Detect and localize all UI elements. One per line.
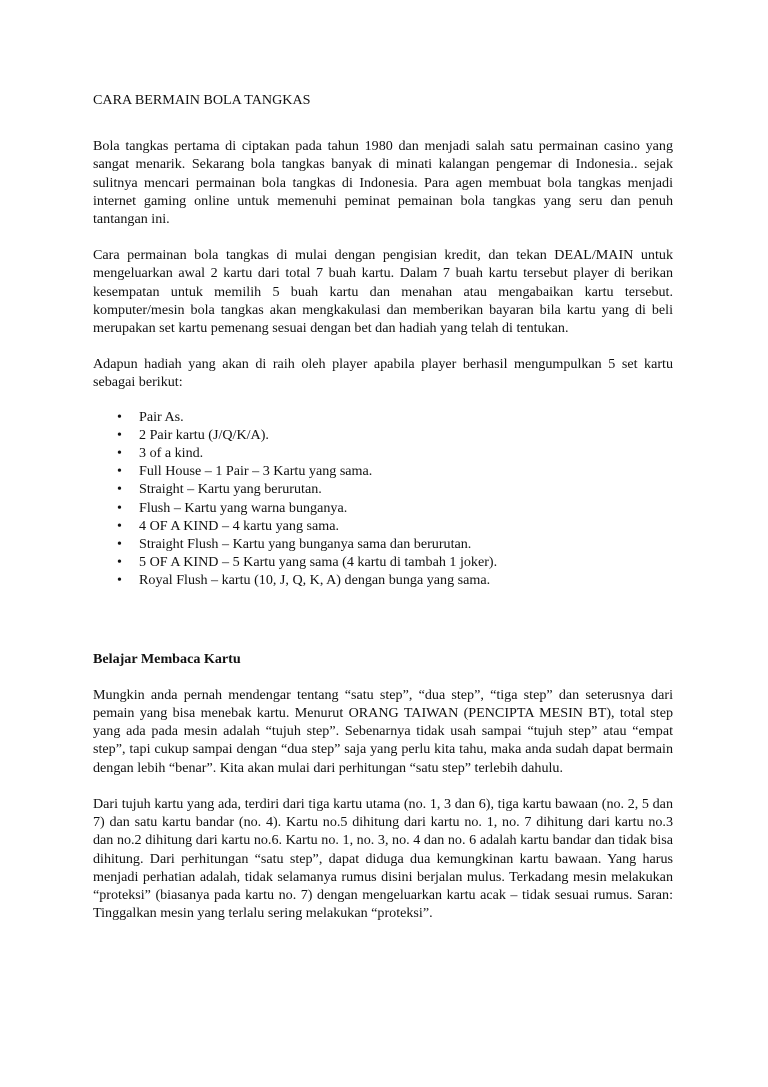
section-heading: Belajar Membaca Kartu <box>93 650 241 667</box>
list-item-text: Flush – Kartu yang warna bunganya. <box>139 499 348 516</box>
intro-paragraph-3: Adapun hadiah yang akan di raih oleh player apabila player berhasil mengumpulkan 5 set kartu sebagai berikut: <box>93 356 673 391</box>
section-spacer <box>93 590 673 650</box>
bullet-icon: • <box>117 463 122 480</box>
list-item <box>117 444 673 462</box>
list-item-text: Royal Flush – kartu (10, J, Q, K, A) dengan bunga yang sama. <box>139 572 491 589</box>
list-item <box>117 480 673 498</box>
list-item-text: Full House – 1 Pair – 3 Kartu yang sama. <box>139 463 373 480</box>
document-title: CARA BERMAIN BOLA TANGKAS <box>93 92 311 108</box>
section2-paragraph-1: Mungkin anda pernah mendengar tentang “satu step”, “dua step”, “tiga step” dan seterusnya dari pemain yang bisa menebak kartu. Menurut ORANG TAIWAN (PENCIPTA MESIN BT), total step yang ada pada mesin adalah “tujuh step”. Sebenarnya tidak usah sampai “tujuh step” atau “empat step”, tapi cukup sampai dengan “dua step” saja yang perlu kita tahu, maka anda sudah dapat bermain dengan lebih “benar”. Kita akan mulai dari perhitungan “satu step” terlebih dahulu. <box>93 686 673 776</box>
bullet-icon: • <box>117 481 122 498</box>
list-item-text: 3 of a kind. <box>139 445 204 462</box>
list-item <box>117 426 673 444</box>
list-item <box>117 517 673 535</box>
list-item <box>117 462 673 480</box>
prize-list <box>93 408 673 590</box>
list-item <box>117 571 673 589</box>
intro-paragraph-1: Bola tangkas pertama di ciptakan pada tahun 1980 dan menjadi salah satu permainan casino yang sangat menarik. Sekarang bola tangkas banyak di minati kalangan pengemar di Indonesia.. sejak sulitnya mencari permainan bola tangkas di Indonesia. Para agen membuat bola tangkas menjadi internet gaming online untuk memenuhi peminat pemainan bola tangkas yang seru dan penuh tantangan ini. <box>93 138 673 228</box>
bullet-icon: • <box>117 554 122 571</box>
section2-paragraph-2: Dari tujuh kartu yang ada, terdiri dari tiga kartu utama (no. 1, 3 dan 6), tiga kartu bawaan (no. 2, 5 dan 7) dan satu kartu bandar (no. 4). Kartu no.5 dihitung dari kartu no. 1, no. 7 dihitung dari kartu no.3 dan no.2 dihitung dari kartu no.6. Kartu no. 1, no. 3, no. 4 dan no. 6 adalah kartu bandar dan tidak bisa dihitung. Dari perhitungan “satu step”, dapat diduga dua kemungkinan kartu bawaan. Yang harus menjadi perhatian adalah, tidak selamanya rumus disini berjalan mulus. Terkadang mesin melakukan “proteksi” (biasanya pada kartu no. 7) dengan mengeluarkan kartu acak – tidak sesuai rumus. Saran: Tinggalkan mesin yang terlalu sering melakukan “proteksi”. <box>93 795 673 922</box>
list-item-text: Straight Flush – Kartu yang bunganya sama dan berurutan. <box>139 536 472 553</box>
list-item <box>117 553 673 571</box>
bullet-icon: • <box>117 408 122 425</box>
document-page <box>93 91 673 940</box>
bullet-icon: • <box>117 426 122 443</box>
bullet-icon: • <box>117 517 122 534</box>
list-item <box>117 499 673 517</box>
list-item-text: 2 Pair kartu (J/Q/K/A). <box>139 426 269 443</box>
list-item-text: Pair As. <box>139 408 184 425</box>
list-item-text: 4 OF A KIND – 4 kartu yang sama. <box>139 517 340 534</box>
bullet-icon: • <box>117 536 122 553</box>
bullet-icon: • <box>117 499 122 516</box>
list-item-text: Straight – Kartu yang berurutan. <box>139 481 322 498</box>
list-item-text: 5 OF A KIND – 5 Kartu yang sama (4 kartu di tambah 1 joker). <box>139 554 498 571</box>
list-item <box>117 535 673 553</box>
bullet-icon: • <box>117 572 122 589</box>
intro-paragraph-2: Cara permainan bola tangkas di mulai dengan pengisian kredit, dan tekan DEAL/MAIN untuk mengeluarkan awal 2 kartu dari total 7 buah kartu. Dalam 7 buah kartu tersebut player di berikan kesempatan untuk memilih 5 buah kartu dan menahan atau mengabaikan kartu tersebut. komputer/mesin bola tangkas akan mengkakulasi dan memberikan bayaran bila kartu yang di beli merupakan set kartu pemenang sesuai dengan bet dan hadiah yang telah di tentukan. <box>93 247 673 337</box>
list-item <box>117 408 673 426</box>
bullet-icon: • <box>117 445 122 462</box>
